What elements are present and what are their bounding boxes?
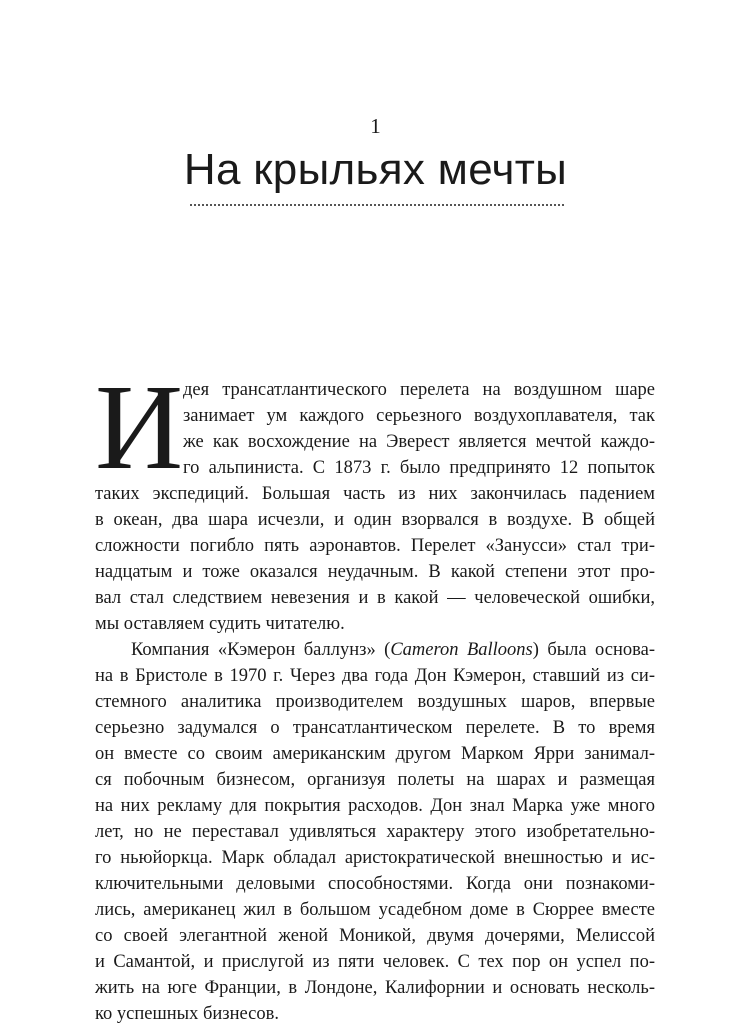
text-line: го альпиниста. С 1873 г. было предпринято 12 попыток <box>183 458 655 478</box>
text-line: в океан, два шара исчезли, и один взорвался в воздухе. В общей <box>95 510 655 530</box>
chapter-divider <box>190 204 564 206</box>
text-line: вал стал следствием невезения и в какой — человеческой ошибки, <box>95 588 655 608</box>
text-line: дея трансатлантического перелета на воздушном шаре <box>183 380 655 400</box>
text-line: и Самантой, и прислугой из пяти человек. С тех пор он успел по- <box>95 952 655 972</box>
chapter-number: 1 <box>370 114 381 138</box>
text-line: на в Бристоле в 1970 г. Через два года Дон Кэмерон, ставший из си- <box>95 666 655 686</box>
text-line: таких экспедиций. Большая часть из них закончилась падением <box>95 484 655 504</box>
text-segment: ) была основа- <box>532 640 655 660</box>
drop-cap: И <box>95 360 184 495</box>
text-line: надцатым и тоже оказался неудачным. В какой степени этот про- <box>95 562 655 582</box>
text-line: го ньюйоркца. Марк обладал аристократической внешностью и ис- <box>95 848 655 868</box>
chapter-title: На крыльях мечты <box>183 145 568 194</box>
paragraph-1 <box>95 377 655 637</box>
text-line: на них рекламу для покрытия расходов. Дон знал Марка уже много <box>95 796 655 816</box>
text-line: ко успешных бизнесов. <box>95 1004 279 1024</box>
text-line: он вместе со своим американским другом Марком Ярри занимал- <box>95 744 655 764</box>
text-line: серьезно задумался о трансатлантическом перелете. В то время <box>95 718 655 738</box>
body-text <box>95 377 655 1027</box>
text-line: же как восхождение на Эверест является мечтой каждо- <box>183 432 655 452</box>
text-line <box>95 637 655 663</box>
text-line: занимает ум каждого серьезного воздухоплавателя, так <box>183 406 655 426</box>
text-line: жить на юге Франции, в Лондоне, Калифорнии и основать несколь- <box>95 978 655 998</box>
paragraph-2 <box>95 637 655 1027</box>
text-line: мы оставляем судить читателю. <box>95 614 345 634</box>
italic-company-name: Cameron Balloons <box>390 640 533 660</box>
text-line: сложности погибло пять аэронавтов. Перелет «Занусси» стал три- <box>95 536 655 556</box>
text-line: ся побочным бизнесом, организуя полеты на шарах и размещая <box>95 770 655 790</box>
text-line: ключительными деловыми способностями. Когда они познакоми- <box>95 874 655 894</box>
text-line: стемного аналитика производителем воздушных шаров, впервые <box>95 692 655 712</box>
text-segment: Компания «Кэмерон баллунз» ( <box>131 640 391 660</box>
text-line: лись, американец жил в большом усадебном доме в Сюррее вместе <box>95 900 655 920</box>
text-line: со своей элегантной женой Моникой, двумя дочерями, Мелиссой <box>95 926 655 946</box>
text-line: лет, но не переставал удивляться характеру этого изобретательно- <box>95 822 655 842</box>
